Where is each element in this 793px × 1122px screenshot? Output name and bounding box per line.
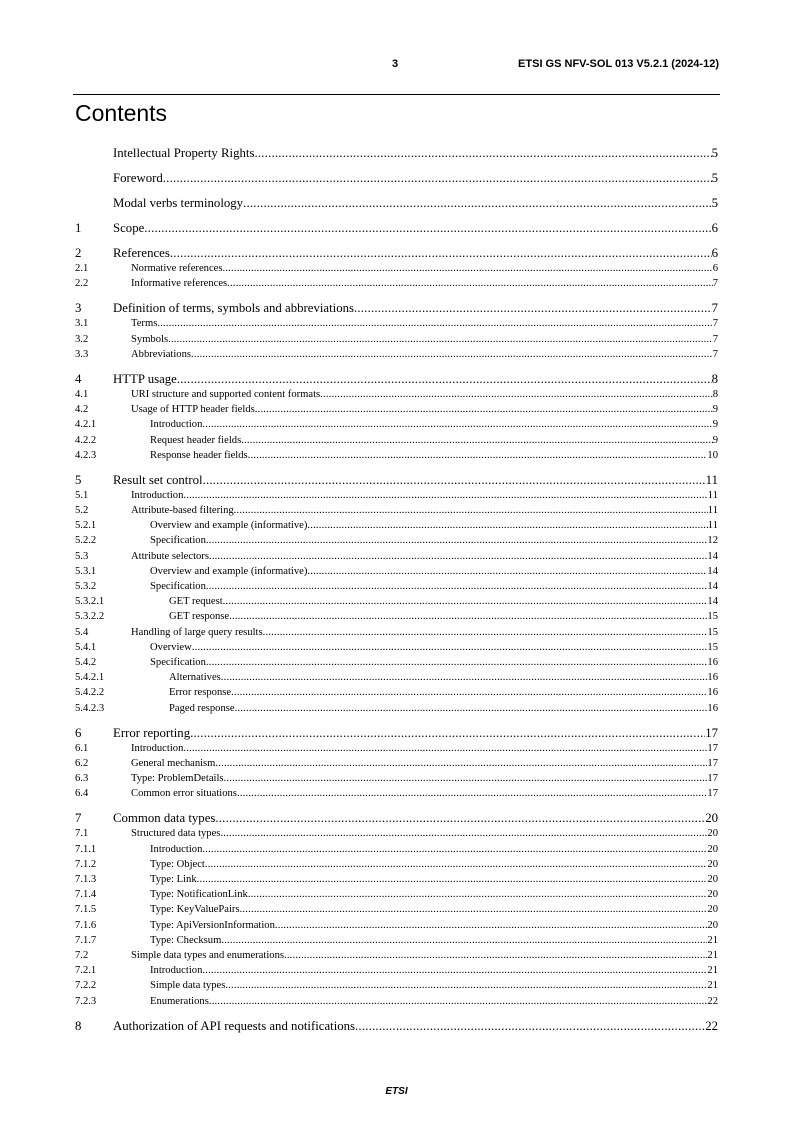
toc-leader-dots <box>231 685 707 700</box>
toc-entry-number: 4.1 <box>75 388 89 400</box>
toc-entry-title[interactable]: URI structure and supported content formats <box>131 388 321 400</box>
toc-entry-title[interactable]: Normative references <box>131 263 223 274</box>
toc-entry-title[interactable]: Type: NotificationLink <box>150 889 248 901</box>
toc-entry-page[interactable]: 7 <box>712 318 718 330</box>
toc-leader-dots <box>241 433 713 448</box>
toc-entry[interactable] <box>75 670 718 685</box>
toc-entry[interactable] <box>75 625 718 640</box>
toc-entry-number: 7.1 <box>75 828 89 840</box>
toc-entry-page[interactable]: 21 <box>707 980 718 992</box>
toc-entry[interactable] <box>75 609 718 624</box>
toc-entry-page[interactable]: 5 <box>711 171 718 185</box>
toc-entry[interactable] <box>75 933 718 948</box>
toc-entry-number: 5.4.2 <box>75 656 97 668</box>
toc-entry-title[interactable]: Simple data types <box>150 980 226 992</box>
page-number: 3 <box>392 58 399 70</box>
toc-entry-number: 5.2 <box>75 505 89 517</box>
toc-entry[interactable] <box>75 518 718 533</box>
toc-entry-page[interactable]: 9 <box>712 434 718 446</box>
toc-leader-dots <box>203 472 706 488</box>
toc-entry-title[interactable]: Overview and example (informative) <box>150 520 308 532</box>
toc-entry-number: 7.1.4 <box>75 889 97 901</box>
toc-entry[interactable] <box>75 448 718 463</box>
toc-leader-dots <box>354 300 712 316</box>
toc-entry[interactable] <box>75 771 718 786</box>
toc-entry-title[interactable]: Terms <box>131 318 158 330</box>
toc-entry-title[interactable]: Simple data types and enumerations <box>131 949 284 961</box>
toc-leader-dots <box>192 640 708 655</box>
toc-entry-page[interactable]: 22 <box>705 1018 718 1033</box>
toc-entry-page[interactable]: 7 <box>711 301 718 316</box>
toc-entry[interactable] <box>75 533 718 548</box>
toc-entry-title[interactable]: GET response <box>169 611 230 623</box>
header-rule <box>73 94 720 95</box>
toc-entry-page[interactable]: 15 <box>707 626 718 638</box>
toc-entry-number: 4.2.1 <box>75 419 97 431</box>
toc-entry[interactable] <box>75 725 718 741</box>
toc-entry-page[interactable]: 14 <box>707 565 718 577</box>
toc-entry[interactable] <box>75 276 718 291</box>
toc-entry-title[interactable]: Specification <box>150 535 206 547</box>
toc-entry-title[interactable]: Type: Link <box>150 874 197 885</box>
toc-entry-number: 3.3 <box>75 348 89 360</box>
toc-entry[interactable] <box>75 810 718 826</box>
toc-entry[interactable] <box>75 902 718 917</box>
toc-entry-number: 7.2.3 <box>75 995 97 1007</box>
toc-leader-dots <box>170 245 712 261</box>
toc-entry-page[interactable]: 16 <box>707 702 718 714</box>
toc-entry[interactable] <box>75 488 718 503</box>
toc-entry-page[interactable]: 20 <box>707 919 718 931</box>
toc-entry-title[interactable]: Introduction <box>150 843 203 855</box>
toc-entry-number: 7.1.1 <box>75 843 97 855</box>
toc-entry[interactable] <box>75 347 718 362</box>
toc-entry[interactable] <box>75 245 718 261</box>
toc-leader-dots <box>234 503 708 518</box>
toc-entry-title[interactable]: Enumerations <box>150 995 209 1007</box>
toc-entry-number: 7.2.1 <box>75 965 97 977</box>
toc-entry-title[interactable]: Abbreviations <box>131 348 192 360</box>
toc-leader-dots <box>144 220 711 236</box>
toc-entry-number: 5.4.2.3 <box>75 702 105 714</box>
toc-entry-page[interactable]: 16 <box>707 672 718 684</box>
toc-leader-dots <box>221 933 707 948</box>
toc-entry[interactable] <box>75 316 718 331</box>
toc-entry[interactable] <box>75 963 718 978</box>
toc-leader-dots <box>355 1018 705 1034</box>
toc-entry-title[interactable]: References <box>113 246 170 260</box>
toc-entry-title[interactable]: Foreword <box>113 171 163 185</box>
toc-entry-page[interactable]: 5 <box>711 146 718 160</box>
toc-entry-number: 6.1 <box>75 742 89 754</box>
toc-entry-page[interactable]: 20 <box>707 874 718 885</box>
toc-entry-title[interactable]: General mechanism <box>131 757 216 769</box>
toc-entry[interactable] <box>75 786 718 801</box>
toc-leader-dots <box>223 594 708 609</box>
toc-entry-page[interactable]: 11 <box>707 505 718 517</box>
toc-entry-title[interactable]: Introduction <box>150 965 203 977</box>
toc-entry[interactable] <box>75 872 718 887</box>
toc-entry[interactable] <box>75 655 718 670</box>
toc-entry-title[interactable]: Request header fields <box>150 434 242 446</box>
toc-leader-dots <box>202 963 707 978</box>
toc-entry-page[interactable]: 20 <box>707 828 718 840</box>
toc-entry-page[interactable]: 6 <box>712 263 718 274</box>
toc-entry-page[interactable]: 17 <box>707 788 718 800</box>
toc-entry-page[interactable]: 14 <box>707 550 718 562</box>
toc-entry-title[interactable]: Common error situations <box>131 788 237 800</box>
toc-entry-page[interactable]: 20 <box>707 889 718 901</box>
toc-entry-title[interactable]: Introduction <box>131 489 184 501</box>
toc-entry[interactable] <box>75 195 718 211</box>
toc-leader-dots <box>157 316 712 331</box>
toc-entry-page[interactable]: 16 <box>707 656 718 668</box>
toc-entry-number: 6.4 <box>75 788 89 800</box>
toc-leader-dots <box>263 625 708 640</box>
toc-entry-page[interactable]: 17 <box>707 757 718 769</box>
toc-entry-number: 5.4.2.1 <box>75 672 105 684</box>
toc-entry-number: 7 <box>75 811 82 826</box>
toc-entry[interactable] <box>75 994 718 1009</box>
page-header <box>76 56 719 76</box>
toc-leader-dots <box>197 872 708 887</box>
toc-entry-page[interactable]: 22 <box>707 995 718 1007</box>
toc-entry-title[interactable]: Specification <box>150 656 206 668</box>
toc-entry[interactable] <box>75 371 718 387</box>
toc-leader-dots <box>183 741 707 756</box>
toc-leader-dots <box>215 810 705 826</box>
toc-entry[interactable] <box>75 433 718 448</box>
toc-entry-page[interactable]: 20 <box>707 843 718 855</box>
toc-entry-number: 4.2 <box>75 404 89 416</box>
toc-entry-title[interactable]: Introduction <box>150 419 203 431</box>
toc-entry-number: 2.2 <box>75 278 89 290</box>
toc-entry[interactable] <box>75 503 718 518</box>
toc-leader-dots <box>206 579 708 594</box>
toc-entry[interactable] <box>75 145 718 161</box>
toc-entry-page[interactable]: 7 <box>712 348 718 360</box>
toc-leader-dots <box>168 332 713 347</box>
toc-entry[interactable] <box>75 387 718 402</box>
toc-entry-number: 5.1 <box>75 489 89 501</box>
toc-entry-page[interactable]: 21 <box>707 965 718 977</box>
toc-entry-page[interactable]: 17 <box>707 773 718 785</box>
toc-entry[interactable] <box>75 741 718 756</box>
toc-entry-page[interactable]: 8 <box>711 371 718 386</box>
toc-entry-page[interactable]: 21 <box>707 949 718 961</box>
toc-leader-dots <box>275 918 708 933</box>
toc-entry-number: 1 <box>75 221 82 235</box>
toc-leader-dots <box>183 488 707 503</box>
toc-entry-number: 7.1.2 <box>75 858 97 870</box>
toc-entry-number: 4 <box>75 371 82 386</box>
toc-entry-number: 7.2.2 <box>75 980 97 992</box>
toc-entry-page[interactable]: 21 <box>707 934 718 946</box>
toc-entry[interactable] <box>75 918 718 933</box>
toc-entry-title[interactable]: Type: Checksum <box>150 934 222 946</box>
toc-leader-dots <box>206 533 708 548</box>
toc-leader-dots <box>307 564 707 579</box>
toc-entry-number: 5 <box>75 472 82 487</box>
toc-entry-page[interactable]: 8 <box>712 388 718 400</box>
toc-leader-dots <box>177 371 712 387</box>
toc-entry-number: 4.2.3 <box>75 449 97 461</box>
toc-entry-title[interactable]: Alternatives <box>169 672 221 684</box>
toc-entry-title[interactable]: Attribute selectors <box>131 550 209 562</box>
document-id: ETSI GS NFV-SOL 013 V5.2.1 (2024-12) <box>518 58 719 70</box>
toc-entry-title[interactable]: Type: Object <box>150 858 205 870</box>
toc-entry-title[interactable]: Scope <box>113 221 145 235</box>
toc-entry-title[interactable]: Structured data types <box>131 828 221 840</box>
toc-entry[interactable] <box>75 978 718 993</box>
toc-entry-title[interactable]: Informative references <box>131 278 228 290</box>
toc-leader-dots <box>240 902 708 917</box>
toc-entry[interactable] <box>75 564 718 579</box>
toc-leader-dots <box>209 994 708 1009</box>
toc-entry-title[interactable]: Type: KeyValuePairs <box>150 904 240 916</box>
toc-leader-dots <box>163 170 712 186</box>
toc-entry-page[interactable]: 5 <box>711 196 718 210</box>
toc-entry[interactable] <box>75 887 718 902</box>
toc-entry-number: 7.1.3 <box>75 874 97 885</box>
toc-leader-dots <box>191 347 713 362</box>
toc-entry-number: 5.2.1 <box>75 520 97 532</box>
toc-leader-dots <box>224 771 708 786</box>
toc-entry-number: 4.2.2 <box>75 434 97 446</box>
toc-entry-page[interactable]: 17 <box>705 725 718 740</box>
toc-entry[interactable] <box>75 220 718 236</box>
toc-leader-dots <box>221 670 708 685</box>
toc-entry[interactable] <box>75 857 718 872</box>
toc-entry[interactable] <box>75 826 718 841</box>
toc-entry-number: 3.2 <box>75 333 89 345</box>
toc-leader-dots <box>227 276 713 291</box>
toc-entry[interactable] <box>75 948 718 963</box>
toc-entry-page[interactable]: 14 <box>707 596 718 608</box>
toc-entry-title[interactable]: Overview <box>150 641 192 653</box>
toc-entry-page[interactable]: 11 <box>707 489 718 501</box>
toc-entry-page[interactable]: 9 <box>712 404 718 416</box>
toc-entry-title[interactable]: Specification <box>150 581 206 592</box>
toc-entry-page[interactable]: 15 <box>707 641 718 653</box>
toc-entry[interactable] <box>75 579 718 594</box>
toc-entry-page[interactable]: 20 <box>707 904 718 916</box>
toc-entry-number: 3 <box>75 301 82 316</box>
toc-leader-dots <box>209 549 707 564</box>
toc-entry-number: 8 <box>75 1018 82 1033</box>
toc-leader-dots <box>202 417 712 432</box>
toc-entry-title[interactable]: Authorization of API requests and notifications <box>113 1018 356 1033</box>
toc-entry-number: 7.1.7 <box>75 934 97 946</box>
toc-entry[interactable] <box>75 261 718 276</box>
toc-leader-dots <box>225 978 707 993</box>
toc-entry-page[interactable]: 16 <box>707 687 718 699</box>
toc-entry-page[interactable]: 20 <box>705 811 718 826</box>
toc-entry-page[interactable]: 17 <box>707 742 718 754</box>
toc-entry-number: 7.2 <box>75 949 89 961</box>
toc-entry-title[interactable]: Definition of terms, symbols and abbreviations <box>113 301 354 316</box>
toc-entry-title[interactable]: Intellectual Property Rights <box>113 146 255 160</box>
toc-entry[interactable] <box>75 170 718 186</box>
toc-entry-title[interactable]: Type: ProblemDetails <box>131 773 224 785</box>
toc-entry[interactable] <box>75 472 718 488</box>
toc-entry[interactable] <box>75 417 718 432</box>
toc-entry-number: 5.4 <box>75 626 89 638</box>
toc-entry-page[interactable]: 7 <box>712 278 718 290</box>
toc-entry[interactable] <box>75 685 718 700</box>
toc-leader-dots <box>215 756 707 771</box>
toc-entry-title[interactable]: Common data types <box>113 811 216 826</box>
toc-entry[interactable] <box>75 402 718 417</box>
toc-entry[interactable] <box>75 549 718 564</box>
toc-leader-dots <box>205 857 708 872</box>
toc-entry-page[interactable]: 7 <box>712 333 718 345</box>
toc-leader-dots <box>284 948 707 963</box>
toc-leader-dots <box>190 725 705 741</box>
toc-entry-title[interactable]: Paged response <box>169 702 235 714</box>
toc-leader-dots <box>229 609 707 624</box>
toc-entry-number: 6.3 <box>75 773 89 785</box>
toc-leader-dots <box>248 887 708 902</box>
toc-entry-page[interactable]: 20 <box>707 858 718 870</box>
toc-entry-title[interactable]: Introduction <box>131 742 184 754</box>
toc-entry-page[interactable]: 10 <box>707 449 718 461</box>
toc-entry-page[interactable]: 6 <box>711 221 718 235</box>
toc-leader-dots <box>202 842 707 857</box>
toc-entry-page[interactable]: 14 <box>707 581 718 592</box>
toc-entry-title[interactable]: Usage of HTTP header fields <box>131 404 255 416</box>
toc-leader-dots <box>220 826 707 841</box>
toc-entry-number: 5.3.2.1 <box>75 596 105 608</box>
toc-entry-number: 5.3.2 <box>75 581 97 592</box>
toc-entry-number: 7.1.5 <box>75 904 97 916</box>
toc-entry[interactable] <box>75 842 718 857</box>
toc-entry-number: 2.1 <box>75 263 89 274</box>
toc-entry-title[interactable]: Overview and example (informative) <box>150 565 308 577</box>
toc-leader-dots <box>243 195 712 211</box>
toc-entry-title[interactable]: Attribute-based filtering <box>131 505 234 517</box>
toc-entry-number: 5.4.1 <box>75 641 97 653</box>
toc-entry-page[interactable]: 6 <box>711 246 718 260</box>
toc-entry[interactable] <box>75 756 718 771</box>
toc-leader-dots <box>206 655 708 670</box>
toc-entry-number: 3.1 <box>75 318 89 330</box>
page-footer: ETSI <box>385 1086 408 1097</box>
toc-entry-number: 5.3 <box>75 550 89 562</box>
toc-entry-title[interactable]: Modal verbs terminology <box>113 196 244 210</box>
toc-entry-title[interactable]: Error reporting <box>113 725 191 740</box>
table-of-contents <box>75 145 718 1034</box>
toc-leader-dots <box>254 145 711 161</box>
toc-entry-title[interactable]: Symbols <box>131 333 169 345</box>
toc-leader-dots <box>222 261 712 276</box>
toc-entry-number: 5.2.2 <box>75 535 97 547</box>
toc-entry-page[interactable]: 12 <box>707 535 718 547</box>
toc-leader-dots <box>320 387 713 402</box>
toc-entry[interactable] <box>75 332 718 347</box>
toc-entry-number: 5.4.2.2 <box>75 687 105 699</box>
toc-entry-number: 7.1.6 <box>75 919 97 931</box>
toc-entry-title[interactable]: Handling of large query results <box>131 626 263 638</box>
page-title: Contents <box>75 100 168 126</box>
toc-entry[interactable] <box>75 1018 718 1034</box>
toc-entry-title[interactable]: Type: ApiVersionInformation <box>150 919 275 931</box>
toc-entry-page[interactable]: 9 <box>712 419 718 431</box>
toc-entry[interactable] <box>75 701 718 716</box>
toc-entry-title[interactable]: Response header fields <box>150 449 248 461</box>
toc-entry-title[interactable]: GET request <box>169 596 223 608</box>
toc-leader-dots <box>255 402 713 417</box>
toc-entry[interactable] <box>75 640 718 655</box>
toc-entry-page[interactable]: 11 <box>705 472 718 487</box>
toc-entry-number: 2 <box>75 246 82 260</box>
toc-entry-title[interactable]: Result set control <box>113 472 203 487</box>
toc-entry[interactable] <box>75 300 718 316</box>
toc-leader-dots <box>235 701 708 716</box>
toc-entry-number: 5.3.1 <box>75 565 97 577</box>
toc-entry[interactable] <box>75 594 718 609</box>
toc-entry-number: 5.3.2.2 <box>75 611 105 623</box>
toc-leader-dots <box>237 786 707 801</box>
toc-entry-page[interactable]: 11 <box>707 520 718 532</box>
toc-leader-dots <box>248 448 708 463</box>
toc-entry-number: 6 <box>75 725 82 740</box>
toc-leader-dots <box>307 518 707 533</box>
toc-entry-title[interactable]: HTTP usage <box>113 371 177 386</box>
toc-entry-title[interactable]: Error response <box>169 687 232 699</box>
toc-entry-page[interactable]: 15 <box>707 611 718 623</box>
toc-entry-number: 6.2 <box>75 757 89 769</box>
